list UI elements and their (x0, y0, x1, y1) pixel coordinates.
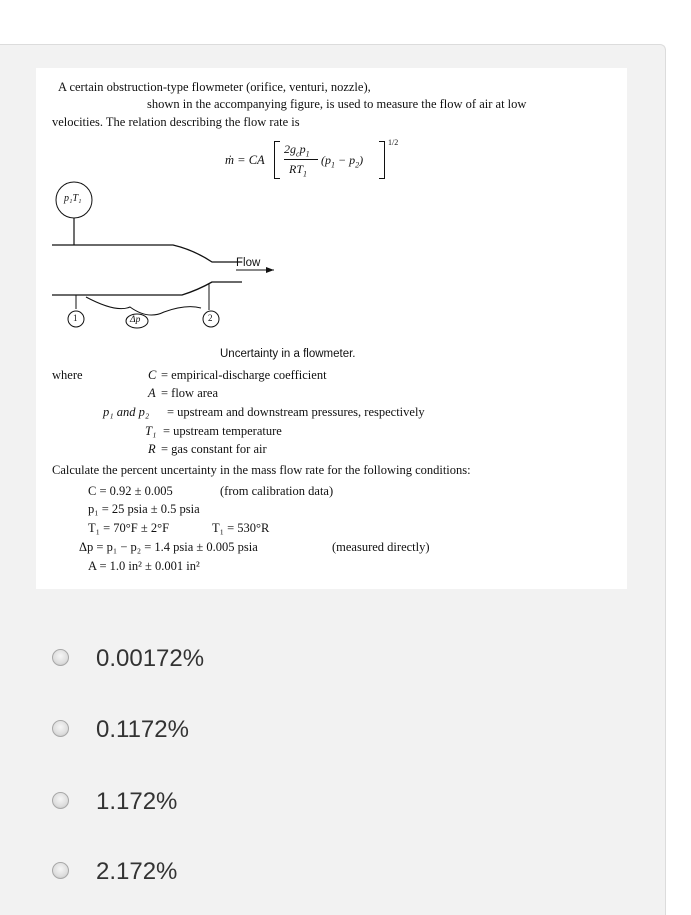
radio-button[interactable] (52, 792, 69, 809)
option-label: 0.1172% (96, 716, 189, 743)
conditions-intro: Calculate the percent uncertainty in the mass flow rate for the following conditions: (52, 463, 471, 477)
radio-button[interactable] (52, 862, 69, 879)
def-text-r: = gas constant for air (161, 442, 267, 456)
problem-line-1: A certain obstruction-type flowmeter (orifice, venturi, nozzle), (58, 80, 371, 94)
right-bracket (379, 141, 385, 179)
def-sym-c: C (148, 368, 157, 382)
figure-caption: Uncertainty in a flowmeter. (220, 348, 356, 360)
condition-t1: T₁ = 70°F ± 2°F (88, 521, 170, 535)
def-sym-a: A (148, 386, 156, 400)
manometer-line (86, 297, 201, 315)
equation-lhs: ṁ = CA (225, 153, 265, 167)
option-1[interactable] (52, 645, 452, 679)
condition-c-note: (from calibration data) (220, 484, 334, 498)
flow-label: Flow (236, 257, 261, 269)
def-sym-t: T₁ (145, 424, 157, 438)
option-label: 1.172% (96, 788, 178, 815)
def-text-c: = empirical-discharge coefficient (161, 368, 327, 382)
condition-c: C = 0.92 ± 0.005 (88, 484, 173, 498)
option-2[interactable] (52, 716, 452, 750)
station-2-label: 2 (208, 313, 213, 323)
option-3[interactable] (52, 788, 452, 822)
equation-numerator: $2g_cp_1$ (284, 142, 310, 159)
condition-a: A = 1.0 in² ± 0.001 in² (88, 559, 200, 573)
condition-p1: p₁ = 25 psia ± 0.5 psia (88, 502, 200, 516)
condition-t1-abs: T₁ = 530°R (212, 521, 270, 535)
problem-line-2: shown in the accompanying figure, is used to measure the flow of air at low (147, 97, 527, 111)
dp-label: Δp (130, 315, 141, 325)
gauge-label: p₁T₁ (64, 193, 82, 204)
option-4[interactable] (52, 858, 452, 892)
def-sym-r: R (148, 442, 156, 456)
option-label: 0.00172% (96, 645, 205, 672)
equation-exponent: 1/2 (388, 138, 399, 147)
radio-button[interactable] (52, 720, 69, 737)
radio-button[interactable] (52, 649, 69, 666)
flow-arrow-head (266, 267, 274, 273)
problem-line-3: velocities. The relation describing the flow rate is (52, 115, 300, 129)
equation-denominator: $RT_1$ (289, 162, 308, 179)
problem-image (36, 68, 627, 589)
where-label: where (52, 368, 83, 382)
fraction-bar (284, 159, 318, 160)
option-label: 2.172% (96, 858, 178, 885)
left-bracket (274, 141, 280, 179)
station-1-label: 1 (73, 313, 78, 323)
condition-dp: Δp = p₁ − p₂ = 1.4 psia ± 0.005 psia (79, 540, 258, 554)
def-text-t: = upstream temperature (163, 424, 282, 438)
pipe-bottom-wall (52, 282, 242, 295)
equation-pressure-diff: $(p_1 - p_2)$ (321, 153, 364, 170)
def-text-a: = flow area (161, 386, 219, 400)
def-text-p: = upstream and downstream pressures, respectively (167, 405, 425, 419)
pipe-top-wall (52, 245, 242, 262)
def-sym-p: p₁ and p₂ (103, 405, 150, 419)
condition-dp-note: (measured directly) (332, 540, 430, 554)
